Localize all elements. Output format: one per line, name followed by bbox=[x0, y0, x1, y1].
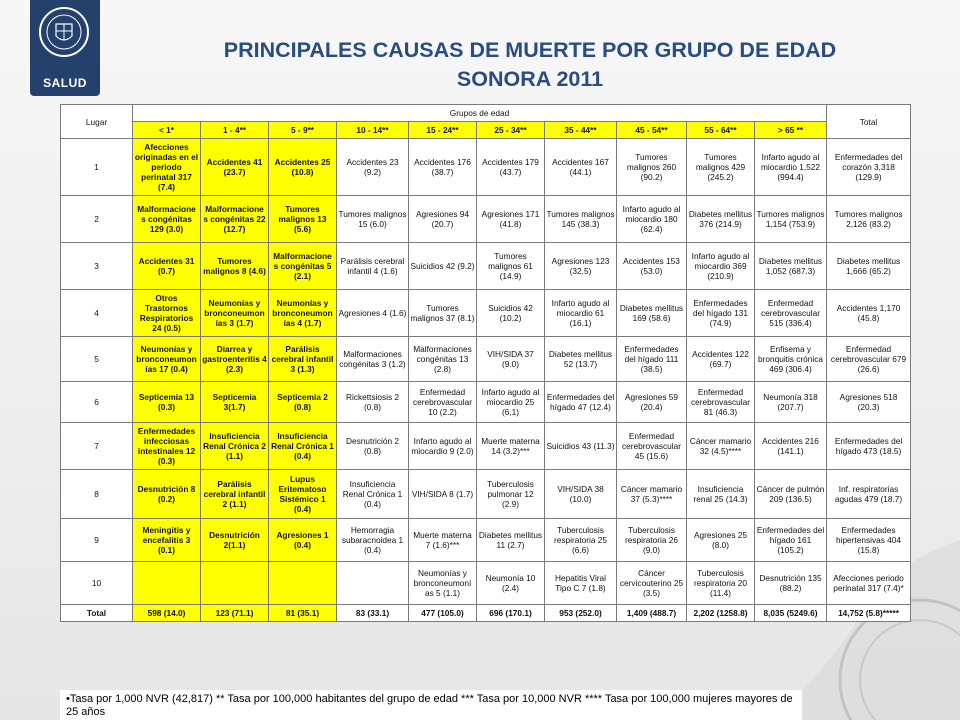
cause-cell: Septicemia 13 (0.3) bbox=[133, 382, 201, 423]
cause-cell: Rickettsiosis 2 (0.8) bbox=[337, 382, 409, 423]
total-cell: 598 (14.0) bbox=[133, 605, 201, 622]
age-group-header: 5 - 9** bbox=[269, 122, 337, 139]
cause-cell: Insuficiencia Renal Crónica 1 (0.4) bbox=[269, 423, 337, 470]
cause-cell: Afecciones originadas en el periodo perinatal 317 (7.4) bbox=[133, 139, 201, 196]
cause-cell: Diabetes mellitus 376 (214.9) bbox=[687, 196, 755, 243]
cause-cell: Meningitis y encefalitis 3 (0.1) bbox=[133, 519, 201, 562]
cause-cell: Enfisema y bronquitis crónica 469 (306.4) bbox=[755, 337, 827, 382]
cause-cell: Tuberculosis pulmonar 12 (2.9) bbox=[477, 470, 545, 519]
total-cell: 83 (33.1) bbox=[337, 605, 409, 622]
rank-cell: 1 bbox=[61, 139, 133, 196]
cause-cell: Tuberculosis respiratoria 20 (11.4) bbox=[687, 562, 755, 605]
cause-cell: Accidentes 176 (38.7) bbox=[409, 139, 477, 196]
cause-cell: Enfermedades infecciosas intestinales 12 (0.3) bbox=[133, 423, 201, 470]
cause-cell: Accidentes 167 (44.1) bbox=[545, 139, 617, 196]
cause-cell: Diabetes mellitus 1,052 (687.3) bbox=[755, 243, 827, 290]
total-cell: 81 (35.1) bbox=[269, 605, 337, 622]
page-title bbox=[150, 36, 910, 94]
age-group-header: > 65 ** bbox=[755, 122, 827, 139]
total-cell: 477 (105.0) bbox=[409, 605, 477, 622]
total-cell: 953 (252.0) bbox=[545, 605, 617, 622]
cause-cell: Agresiones 1 (0.4) bbox=[269, 519, 337, 562]
cause-cell: Enfermedad cerebrovascular 679 (26.6) bbox=[827, 337, 911, 382]
cause-cell: Parálisis cerebral infantil 2 (1.1) bbox=[201, 470, 269, 519]
cause-cell: Neumonías y bronconeumoní as 5 (1.1) bbox=[409, 562, 477, 605]
cause-cell: Enfermedad cerebrovascular 10 (2.2) bbox=[409, 382, 477, 423]
title-line-2: SONORA 2011 bbox=[456, 67, 604, 91]
rank-cell: 6 bbox=[61, 382, 133, 423]
cause-cell: Tumores malignos 260 (90.2) bbox=[617, 139, 687, 196]
total-row bbox=[61, 605, 911, 622]
cause-cell: Infarto agudo al miocardio 1,522 (994.4) bbox=[755, 139, 827, 196]
age-group-header: 55 - 64** bbox=[687, 122, 755, 139]
cause-cell: Infarto agudo al miocardio 180 (62.4) bbox=[617, 196, 687, 243]
mortality-table bbox=[60, 104, 910, 622]
cause-cell: Accidentes 153 (53.0) bbox=[617, 243, 687, 290]
cause-cell: Muerte materna 7 (1.6)*** bbox=[409, 519, 477, 562]
rank-cell: 8 bbox=[61, 470, 133, 519]
footnote: •Tasa por 1,000 NVR (42,817) ** Tasa por 100,000 habitantes del grupo de edad *** Tasa por 10,000 NVR **** Tasa por 100,000 mujeres mayores de 25 años bbox=[60, 690, 802, 720]
cause-cell: Insuficiencia Renal Crónica 1 (0.4) bbox=[337, 470, 409, 519]
cause-cell: Cáncer mamario 32 (4.5)**** bbox=[687, 423, 755, 470]
cause-cell: Desnutrición 8 (0.2) bbox=[133, 470, 201, 519]
cause-cell: Enfermedad cerebrovascular 81 (46.3) bbox=[687, 382, 755, 423]
grupos-header: Grupos de edad bbox=[133, 105, 827, 122]
cause-cell: Septicemia 2 (0.8) bbox=[269, 382, 337, 423]
rank-cell: 10 bbox=[61, 562, 133, 605]
cause-cell: Parálisis cerebral infantil 3 (1.3) bbox=[269, 337, 337, 382]
total-row-label: Total bbox=[61, 605, 133, 622]
cause-cell: Infarto agudo al miocardio 61 (16.1) bbox=[545, 290, 617, 337]
table-row bbox=[61, 519, 911, 562]
cause-cell bbox=[133, 562, 201, 605]
cause-cell: Neumonías y bronconeumon ías 3 (1.7) bbox=[201, 290, 269, 337]
cause-cell: Agresiones 59 (20.4) bbox=[617, 382, 687, 423]
total-cell: 2,202 (1258.8) bbox=[687, 605, 755, 622]
cause-cell: Accidentes 31 (0.7) bbox=[133, 243, 201, 290]
total-cell: 696 (170.1) bbox=[477, 605, 545, 622]
salud-logo bbox=[30, 0, 100, 96]
table-row bbox=[61, 243, 911, 290]
cause-cell: Neumonías y bronconeumon ías 4 (1.7) bbox=[269, 290, 337, 337]
cause-cell: Diabetes mellitus 11 (2.7) bbox=[477, 519, 545, 562]
cause-cell: Malformacione s congénitas 5 (2.1) bbox=[269, 243, 337, 290]
cause-cell: Diabetes mellitus 169 (58.6) bbox=[617, 290, 687, 337]
table-row bbox=[61, 423, 911, 470]
cause-cell: Tumores malignos 8 (4.6) bbox=[201, 243, 269, 290]
cause-cell: Infarto agudo al miocardio 25 (6,1) bbox=[477, 382, 545, 423]
cause-cell: Infarto agudo al miocardio 9 (2.0) bbox=[409, 423, 477, 470]
cause-cell: Agresiones 123 (32.5) bbox=[545, 243, 617, 290]
age-group-header: < 1* bbox=[133, 122, 201, 139]
table-row bbox=[61, 337, 911, 382]
state-seal-icon bbox=[38, 6, 90, 58]
cause-cell: Neumonías y bronconeumon ías 17 (0.4) bbox=[133, 337, 201, 382]
cause-cell: Neumonía 318 (207.7) bbox=[755, 382, 827, 423]
total-cell: 14,752 (5.8)***** bbox=[827, 605, 911, 622]
cause-cell: Enfermedades del hígado 111 (38.5) bbox=[617, 337, 687, 382]
cause-cell: Agresiones 171 (41.8) bbox=[477, 196, 545, 243]
cause-cell: Afecciones periodo perinatal 317 (7.4)* bbox=[827, 562, 911, 605]
cause-cell: Tuberculosis respiratoria 26 (9.0) bbox=[617, 519, 687, 562]
cause-cell: Tumores malignos 15 (6.0) bbox=[337, 196, 409, 243]
cause-cell: Malformaciones congénitas 13 (2.8) bbox=[409, 337, 477, 382]
logo-label: SALUD bbox=[43, 76, 87, 90]
cause-cell: Diabetes mellitus 1,666 (65.2) bbox=[827, 243, 911, 290]
total-cell: 123 (71.1) bbox=[201, 605, 269, 622]
cause-cell: Tumores malignos 13 (5.6) bbox=[269, 196, 337, 243]
cause-cell: Agresiones 4 (1.6) bbox=[337, 290, 409, 337]
cause-cell: Septicemia 3(1.7) bbox=[201, 382, 269, 423]
cause-cell: Tumores malignos 429 (245.2) bbox=[687, 139, 755, 196]
lugar-header: Lugar bbox=[61, 105, 133, 139]
age-group-header: 35 - 44** bbox=[545, 122, 617, 139]
cause-cell: Enfermedades del hígado 161 (105.2) bbox=[755, 519, 827, 562]
cause-cell: Diarrea y gastroenteritis 4 (2.3) bbox=[201, 337, 269, 382]
cause-cell: Agresiones 518 (20.3) bbox=[827, 382, 911, 423]
cause-cell: Tumores malignos 2,126 (83.2) bbox=[827, 196, 911, 243]
rank-cell: 3 bbox=[61, 243, 133, 290]
table-row bbox=[61, 196, 911, 243]
cause-cell: Parálisis cerebral infantil 4 (1.6) bbox=[337, 243, 409, 290]
cause-cell: Suicidios 42 (9.2) bbox=[409, 243, 477, 290]
cause-cell: Enfermedad cerebrovascular 515 (336.4) bbox=[755, 290, 827, 337]
cause-cell: Hepatitis Viral Tipo C 7 (1.8) bbox=[545, 562, 617, 605]
rank-cell: 7 bbox=[61, 423, 133, 470]
age-group-header: 25 - 34** bbox=[477, 122, 545, 139]
cause-cell: Agresiones 94 (20.7) bbox=[409, 196, 477, 243]
cause-cell: Enfermedades del hígado 473 (18.5) bbox=[827, 423, 911, 470]
cause-cell: Lupus Eritematoso Sistémico 1 (0.4) bbox=[269, 470, 337, 519]
cause-cell: Accidentes 122 (69.7) bbox=[687, 337, 755, 382]
cause-cell: Accidentes 23 (9.2) bbox=[337, 139, 409, 196]
cause-cell: Accidentes 216 (141.1) bbox=[755, 423, 827, 470]
cause-cell: Desnutrición 2 (0.8) bbox=[337, 423, 409, 470]
rank-cell: 4 bbox=[61, 290, 133, 337]
cause-cell: Accidentes 25 (10.8) bbox=[269, 139, 337, 196]
age-group-header: 10 - 14** bbox=[337, 122, 409, 139]
cause-cell: Infarto agudo al miocardio 369 (210.9) bbox=[687, 243, 755, 290]
cause-cell: Enfermedades del hígado 131 (74.9) bbox=[687, 290, 755, 337]
cause-cell: Malformacione s congénitas 22 (12.7) bbox=[201, 196, 269, 243]
cause-cell: Cáncer de pulmón 209 (136.5) bbox=[755, 470, 827, 519]
cause-cell: Accidentes 41 (23.7) bbox=[201, 139, 269, 196]
cause-cell: Agresiones 25 (8.0) bbox=[687, 519, 755, 562]
cause-cell: Cáncer cervicouterino 25 (3.5) bbox=[617, 562, 687, 605]
cause-cell: Tumores malignos 1,154 (753.9) bbox=[755, 196, 827, 243]
cause-cell: Suicidios 43 (11.3) bbox=[545, 423, 617, 470]
cause-cell: Tuberculosis respiratoria 25 (6.6) bbox=[545, 519, 617, 562]
rank-cell: 2 bbox=[61, 196, 133, 243]
table-row bbox=[61, 562, 911, 605]
rank-cell: 5 bbox=[61, 337, 133, 382]
cause-cell: Enfermedad cerebrovascular 45 (15.6) bbox=[617, 423, 687, 470]
total-cell: 8,035 (5249.6) bbox=[755, 605, 827, 622]
cause-cell: VIH/SIDA 8 (1.7) bbox=[409, 470, 477, 519]
table-row bbox=[61, 290, 911, 337]
total-cell: 1,409 (488.7) bbox=[617, 605, 687, 622]
cause-cell bbox=[337, 562, 409, 605]
cause-cell: Diabetes mellitus 52 (13.7) bbox=[545, 337, 617, 382]
cause-cell: Tumores malignos 145 (38.3) bbox=[545, 196, 617, 243]
table-row bbox=[61, 382, 911, 423]
cause-cell: Cáncer mamario 37 (5.3)**** bbox=[617, 470, 687, 519]
table-row bbox=[61, 470, 911, 519]
cause-cell: Tumores malignos 61 (14.9) bbox=[477, 243, 545, 290]
age-group-header: 45 - 54** bbox=[617, 122, 687, 139]
cause-cell bbox=[201, 562, 269, 605]
cause-cell: Tumores malignos 37 (8.1) bbox=[409, 290, 477, 337]
total-header: Total bbox=[827, 105, 911, 139]
age-group-header: 1 - 4** bbox=[201, 122, 269, 139]
cause-cell: Otros Trastornos Respiratorios 24 (0.5) bbox=[133, 290, 201, 337]
cause-cell: Insuficiencia renal 25 (14.3) bbox=[687, 470, 755, 519]
title-line-1: PRINCIPALES CAUSAS DE MUERTE POR GRUPO DE EDAD bbox=[223, 38, 837, 62]
cause-cell: Enfermedades del corazón 3,318 (129.9) bbox=[827, 139, 911, 196]
cause-cell: Accidentes 1,170 (45.8) bbox=[827, 290, 911, 337]
cause-cell: VIH/SIDA 37 (9.0) bbox=[477, 337, 545, 382]
cause-cell: VIH/SIDA 38 (10.0) bbox=[545, 470, 617, 519]
age-group-header: 15 - 24** bbox=[409, 122, 477, 139]
table-row bbox=[61, 139, 911, 196]
cause-cell: Inf. respiratorias agudas 479 (18.7) bbox=[827, 470, 911, 519]
cause-cell bbox=[269, 562, 337, 605]
cause-cell: Hemorragia subaracnoidea 1 (0.4) bbox=[337, 519, 409, 562]
rank-cell: 9 bbox=[61, 519, 133, 562]
cause-cell: Enfermedades hipertensivas 404 (15.8) bbox=[827, 519, 911, 562]
cause-cell: Desnutrición 135 (88.2) bbox=[755, 562, 827, 605]
cause-cell: Enfermedades del hígado 47 (12.4) bbox=[545, 382, 617, 423]
cause-cell: Desnutrición 2(1.1) bbox=[201, 519, 269, 562]
cause-cell: Muerte materna 14 (3.2)*** bbox=[477, 423, 545, 470]
cause-cell: Neumonía 10 (2.4) bbox=[477, 562, 545, 605]
cause-cell: Accidentes 179 (43.7) bbox=[477, 139, 545, 196]
cause-cell: Malformacione s congénitas 129 (3.0) bbox=[133, 196, 201, 243]
cause-cell: Suicidios 42 (10.2) bbox=[477, 290, 545, 337]
cause-cell: Malformaciones congénitas 3 (1.2) bbox=[337, 337, 409, 382]
cause-cell: Insuficiencia Renal Crónica 2 (1.1) bbox=[201, 423, 269, 470]
